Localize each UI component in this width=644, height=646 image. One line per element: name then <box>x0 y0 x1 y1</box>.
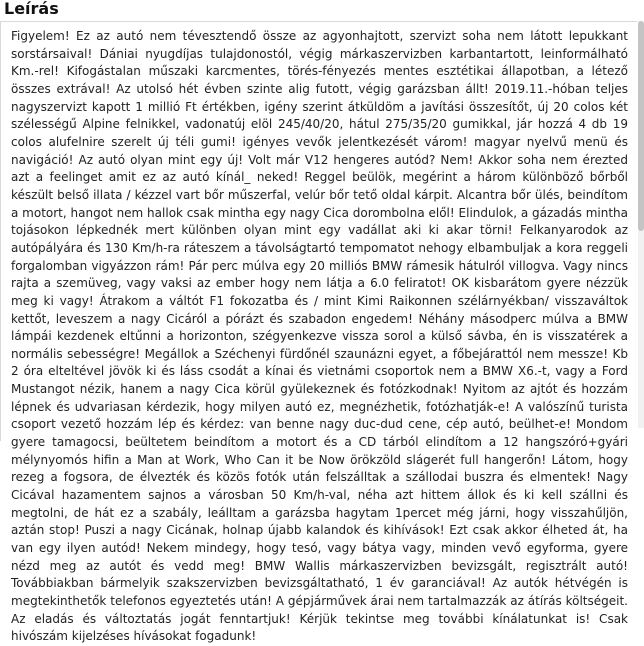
description-text: Figyelem! Ez az autó nem tévesztendő össze az agyonhajtott, szervizt soha nem látott lepukkant sorstársaival! Dániai nyugdíjas tulajdonostól, végig márkaszervizben karbantartott, leinformálható Km.-rel! Kifogástalan műszaki karcmentes, törés-fényezés mentes esztétikai állapotban, a létező összes extrával! Az utolsó hét évben szinte alig futott, végig garázsban állt! 2019.11.-hóban teljes nagyszervizt kapott 1 millió Ft értékben, igény szerint átküldöm a javítási összesítőt, új 20 colos két szélességű Alpine felnikkel, vadonatúj elöl 245/40/20, hátul 275/35/20 gumikkal, jár hozzá 4 db 19 colos alufelnire szerelt új téli gumi! igényes vevők jelentkezését várom! magyar nyelvű menü és navigáció! Az autó olyan mint egy új! Volt már V12 hengeres autód? Nem! Akkor soha nem érezted azt a feelinget amit ez az autó kínál_ neked! Reggel beülök, megérint a három különböző bőrből készült belső illata / kézzel vart bőr műszerfal, velúr bőr tető oldal kárpit. Alcantra bőr ülés, beindítom a motort, hangot nem hallok csak mintha egy nagy Cica dorombolna elől! Elindulok, a gázadás mintha tojásokon lépkednék mert különben olyan mint egy vadállat aki ki akar törni! Felkanyarodok az autópályára és 130 Km/h-ra ráteszem a távolságtartó tempomatot nehogy elbambuljak a kora reggeli forgalomban vigyázzon rám! Pár perc múlva egy 20 milliós BMW rámesik hátulról villogva. Vagy nincs rajta a szemüveg, vagy vaksi az ember hogy nem látja a 6.0 feliratot! OK kisbarátom gyere nézzük meg ki vagy! Átrakom a váltót F1 fokozatba és / mint Kimi Raikonnen szélárnyékban/ visszaváltok kettőt, leveszem a nagy Cicáról a pórázt és szabadon engedem! Néhány másodperc múlva a BMW lámpái kezdenek eltűnni a horizonton, szégyenkezve vissza sorol a külső sávba, én is visszatérek a normális sebességre! Megállok a Széchenyi fürdőnél szaunázni egyet, a főbejárattól nem messze! Kb 2 óra elteltével jövök ki és láss csodát a kínai és vietnámi csoportok nem a BMW X6.-t, vagy a Ford Mustangot nézik, hanem a nagy Cica körül gyülekeznek és fotózkodnak! Nyitom az ajtót és hozzám lépnek és udvariasan kérdezik, hogy milyen autó ez, megnézhetik, fotózhatják-e! A valószínű turista csoport vezető hozzám lép és kérdez: van benne nagy duc-dud cene, cép autó, beülhet-e! Mondom gyere tamagocsi, beültetem beindítom a motort és a CD tárból elindítom a 12 hangszóró+gyári mélynyomós hifin a Man at Work, Who Can it be Now örökzöld slágerét full hangerőn! Látom, hogy rezeg a fogsora, de élvezték és közös fotók után felszálltak a szállodai buszra és elmentek! Nagy Cicával hazamentem sajnos a városban 50 Km/h-val, néha azt hittem állok és ki kell szállni és megtolni, de hát ez a szabály, leálltam a garázsba hagytam 1percet még járni, hogy visszahűljön, aztán stop! Puszi a nagy Cicának, holnap újabb kalandok és kihívások! Ezt csak akkor élheted át, ha van egy ilyen autód! Nekem mindegy, hogy tesó, vagy bátya vagy, minden vevő egyforma, gyere nézd meg az autót és vedd meg! BMW Wallis márkaszervizben bevizsgált, regisztrált autó! Továbbiakban bármelyik szakszervizben bevizsgáltatható, 1 év garanciával! Az autók hétvégén is megtekinthetők telefonos egyeztetés után! A gépjárművek árai nem tartalmazzák az átírás költségeit. Az eladás és változtatás jogát fenntartjuk! Kérjük tekintse meg további kínálatunkat is! Csak hivószám kijelzéses hívásokat fogadunk! <box>0 21 637 441</box>
scrollbar-thumb[interactable] <box>638 21 644 231</box>
section-title: Leírás <box>4 0 59 18</box>
